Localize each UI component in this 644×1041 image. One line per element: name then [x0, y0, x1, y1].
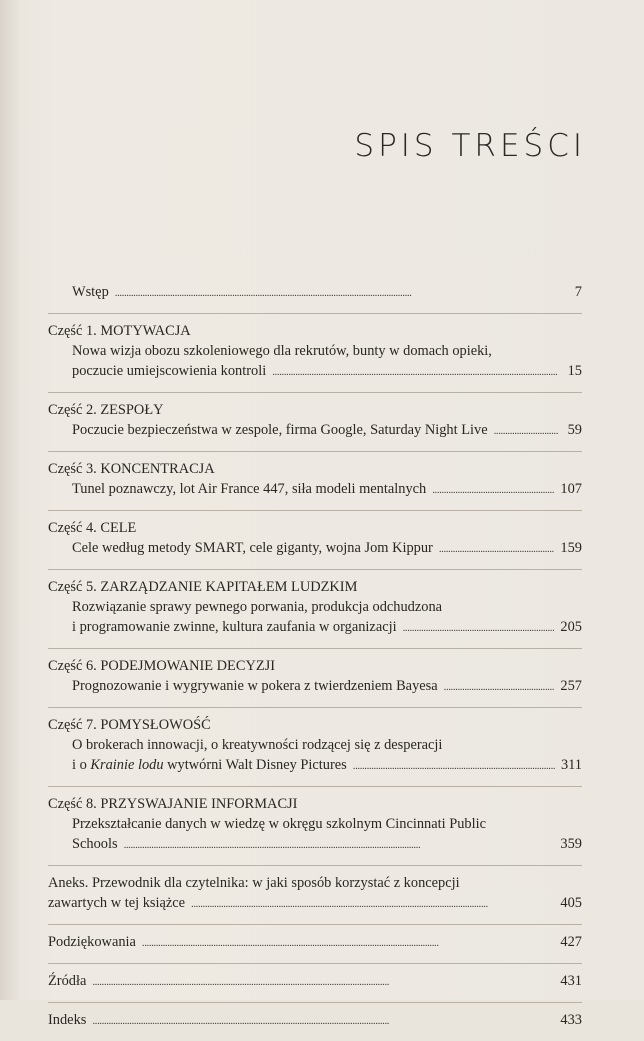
text-fragment: wytwórni Walt Disney Pictures — [163, 757, 347, 773]
part-description-last: Poczucie bezpieczeństwa w zespole, firma Google, Saturday Night Live — [72, 422, 488, 438]
part-heading: Część 6. PODEJMOWANIE DECYZJI — [48, 658, 276, 674]
toc-label: Indeks — [48, 1012, 87, 1028]
leader-dots — [272, 361, 558, 382]
divider — [48, 648, 582, 649]
toc-page-number: 7 — [574, 284, 582, 300]
divider — [48, 865, 582, 866]
toc-entry-sources[interactable] — [48, 971, 582, 992]
divider — [48, 707, 582, 708]
page-title: SPIS TREŚCI — [354, 128, 586, 164]
leader-dots — [191, 893, 554, 914]
toc-entry-part-3[interactable] — [48, 459, 582, 500]
part-description: Przekształcanie danych w wiedzę w okręgu szkolnym Cincinnati Public — [72, 816, 487, 832]
part-description-last: Cele według metody SMART, cele giganty, wojna Jom Kippur — [72, 540, 433, 556]
toc-entry-acknowledgements[interactable] — [48, 932, 582, 953]
toc-page-number: 159 — [560, 540, 582, 556]
toc-entry-index[interactable] — [48, 1010, 582, 1031]
leader-dots — [115, 282, 558, 303]
leader-dots — [439, 538, 555, 559]
toc-page-number: 15 — [567, 363, 582, 379]
toc-page-number: 359 — [560, 836, 582, 852]
divider — [48, 786, 582, 787]
part-description-last: i programowanie zwinne, kultura zaufania w organizacji — [72, 619, 397, 635]
leader-dots — [124, 834, 555, 855]
part-description-last: Tunel poznawczy, lot Air France 447, siła modeli mentalnych — [72, 481, 427, 497]
leader-dots — [432, 479, 554, 500]
divider — [48, 392, 582, 393]
toc-label: Podziękowania — [48, 934, 136, 950]
divider — [48, 313, 582, 314]
leader-dots — [494, 420, 558, 441]
film-title: Krainie lodu — [90, 757, 164, 773]
toc-entry-part-7[interactable] — [48, 715, 582, 776]
divider — [48, 569, 582, 570]
toc-label: Źródła — [48, 973, 87, 989]
toc-page-number: 205 — [560, 619, 582, 635]
part-description-last: poczucie umiejscowienia kontroli — [72, 363, 267, 379]
toc-entry-part-8[interactable] — [48, 794, 582, 855]
annex-last: zawartych w tej książce — [48, 895, 186, 911]
toc-page-number: 431 — [560, 973, 582, 989]
toc-entry-part-1[interactable] — [48, 321, 582, 382]
leader-dots — [353, 755, 555, 776]
toc-page-number: 107 — [560, 481, 582, 497]
text-fragment: i o — [72, 757, 91, 773]
toc-entry-annex[interactable] — [48, 873, 582, 914]
toc-label: Wstęp — [72, 284, 109, 300]
toc-entry-intro[interactable] — [48, 282, 582, 303]
divider — [48, 510, 582, 511]
part-heading: Część 5. ZARZĄDZANIE KAPITAŁEM LUDZKIM — [48, 579, 358, 595]
part-description-last — [72, 755, 347, 775]
toc-entry-part-2[interactable] — [48, 400, 582, 441]
divider — [48, 924, 582, 925]
toc-entry-part-4[interactable] — [48, 518, 582, 559]
part-description-last: Schools — [72, 836, 118, 852]
part-heading: Część 3. KONCENTRACJA — [48, 461, 215, 477]
leader-dots — [92, 1010, 554, 1031]
divider — [48, 1002, 582, 1003]
part-heading: Część 2. ZESPOŁY — [48, 402, 164, 418]
annex-heading: Aneks. Przewodnik dla czytelnika: w jaki sposób korzystać z koncepcji — [48, 875, 460, 891]
toc-page-number: 59 — [567, 422, 582, 438]
toc-entry-part-6[interactable] — [48, 656, 582, 697]
part-description-last: Prognozowanie i wygrywanie w pokera z twierdzeniem Bayesa — [72, 678, 438, 694]
part-heading: Część 1. MOTYWACJA — [48, 323, 191, 339]
part-heading: Część 8. PRZYSWAJANIE INFORMACJI — [48, 796, 298, 812]
part-description: Nowa wizja obozu szkoleniowego dla rekrutów, bunty w domach opieki, — [72, 343, 492, 359]
part-description: O brokerach innowacji, o kreatywności rodzącej się z desperacji — [72, 737, 443, 753]
leader-dots — [403, 617, 555, 638]
part-description: Rozwiązanie sprawy pewnego porwania, produkcja odchudzona — [72, 599, 443, 615]
part-heading: Część 7. POMYSŁOWOŚĆ — [48, 717, 211, 733]
part-heading: Część 4. CELE — [48, 520, 137, 536]
toc-page-number: 257 — [560, 678, 582, 694]
toc-page-number: 433 — [560, 1012, 582, 1028]
leader-dots — [444, 676, 555, 697]
toc-page-number: 427 — [560, 934, 582, 950]
table-of-contents — [48, 282, 582, 1041]
toc-page-number: 311 — [560, 757, 582, 773]
toc-page-number: 405 — [560, 895, 582, 911]
leader-dots — [92, 971, 554, 992]
leader-dots — [142, 932, 554, 953]
divider — [48, 963, 582, 964]
divider — [48, 451, 582, 452]
toc-entry-part-5[interactable] — [48, 577, 582, 638]
